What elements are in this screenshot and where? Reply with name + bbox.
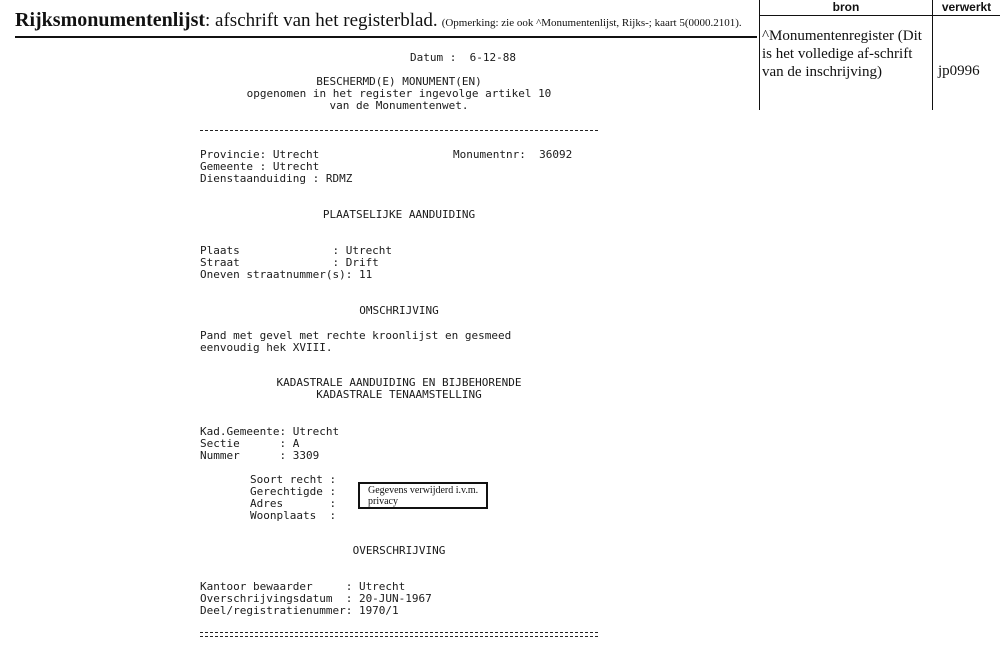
- doc-sectie: Sectie : A: [200, 437, 300, 450]
- separator-dashed: [200, 130, 598, 131]
- doc-kad-gemeente: Kad.Gemeente: Utrecht: [200, 425, 340, 438]
- section-plaatselijke-aanduiding: PLAATSELIJKE AANDUIDING: [322, 208, 476, 221]
- document-title: [15, 9, 742, 32]
- doc-monumentnr: Monumentnr: 36092: [453, 148, 573, 161]
- doc-nummer: Nummer : 3309: [200, 449, 320, 462]
- privacy-redaction-box: Gegevens verwijderd i.v.m. privacy: [358, 482, 488, 509]
- doc-soort-recht: Soort recht :: [250, 473, 337, 486]
- doc-gemeente: Gemeente : Utrecht: [200, 160, 320, 173]
- section-kadastrale-1: KADASTRALE AANDUIDING EN BIJBEHORENDE: [276, 376, 522, 389]
- title-underline: [15, 36, 757, 38]
- doc-plaats: Plaats : Utrecht: [200, 244, 393, 257]
- doc-datum: Datum : 6-12-88: [410, 51, 516, 64]
- doc-overschrijvingsdatum: Overschrijvingsdatum : 20-JUN-1967: [200, 592, 432, 605]
- doc-woonplaats: Woonplaats :: [250, 509, 337, 522]
- title-note: (Opmerking: zie ook ^Monumentenlijst, Rijks-; kaart 5(0000.2101).: [441, 17, 742, 29]
- doc-adres: Adres :: [250, 497, 337, 510]
- title-bold: Rijksmonumentenlijst: [15, 9, 206, 31]
- doc-heading-2: opgenomen in het register ingevolge artikel 10: [246, 87, 552, 100]
- doc-straat: Straat : Drift: [200, 256, 379, 269]
- side-divider-middle: [932, 0, 933, 110]
- doc-gerechtigde: Gerechtigde :: [250, 485, 337, 498]
- doc-deel: Deel/registratienummer: 1970/1: [200, 604, 399, 617]
- section-omschrijving: OMSCHRIJVING: [359, 304, 439, 317]
- doc-omschrijving-1: Pand met gevel met rechte kroonlijst en gesmeed: [200, 329, 512, 342]
- doc-omschrijving-2: eenvoudig hek XVIII.: [200, 341, 333, 354]
- doc-oneven: Oneven straatnummer(s): 11: [200, 268, 373, 281]
- bron-header: bron: [832, 0, 860, 14]
- verwerkt-value: jp0996: [938, 63, 980, 79]
- section-overschrijving: OVERSCHRIJVING: [352, 544, 446, 557]
- separator-double: [200, 632, 598, 637]
- doc-provincie: Provincie: Utrecht: [200, 148, 320, 161]
- doc-kantoor: Kantoor bewaarder : Utrecht: [200, 580, 406, 593]
- verwerkt-header: verwerkt: [941, 0, 992, 14]
- side-header-rule: [760, 15, 1000, 16]
- side-divider-left: [759, 0, 760, 110]
- title-subtitle: : afschrift van het registerblad.: [205, 10, 438, 31]
- bron-value: ^Monumentenregister (Dit is het volledige af-schrift van de inschrijving): [762, 28, 922, 80]
- doc-heading-3: van de Monumentenwet.: [329, 99, 469, 112]
- doc-heading-1: BESCHERMD(E) MONUMENT(EN): [316, 75, 482, 88]
- section-kadastrale-2: KADASTRALE TENAAMSTELLING: [316, 388, 482, 401]
- doc-dienst: Dienstaanduiding : RDMZ: [200, 172, 353, 185]
